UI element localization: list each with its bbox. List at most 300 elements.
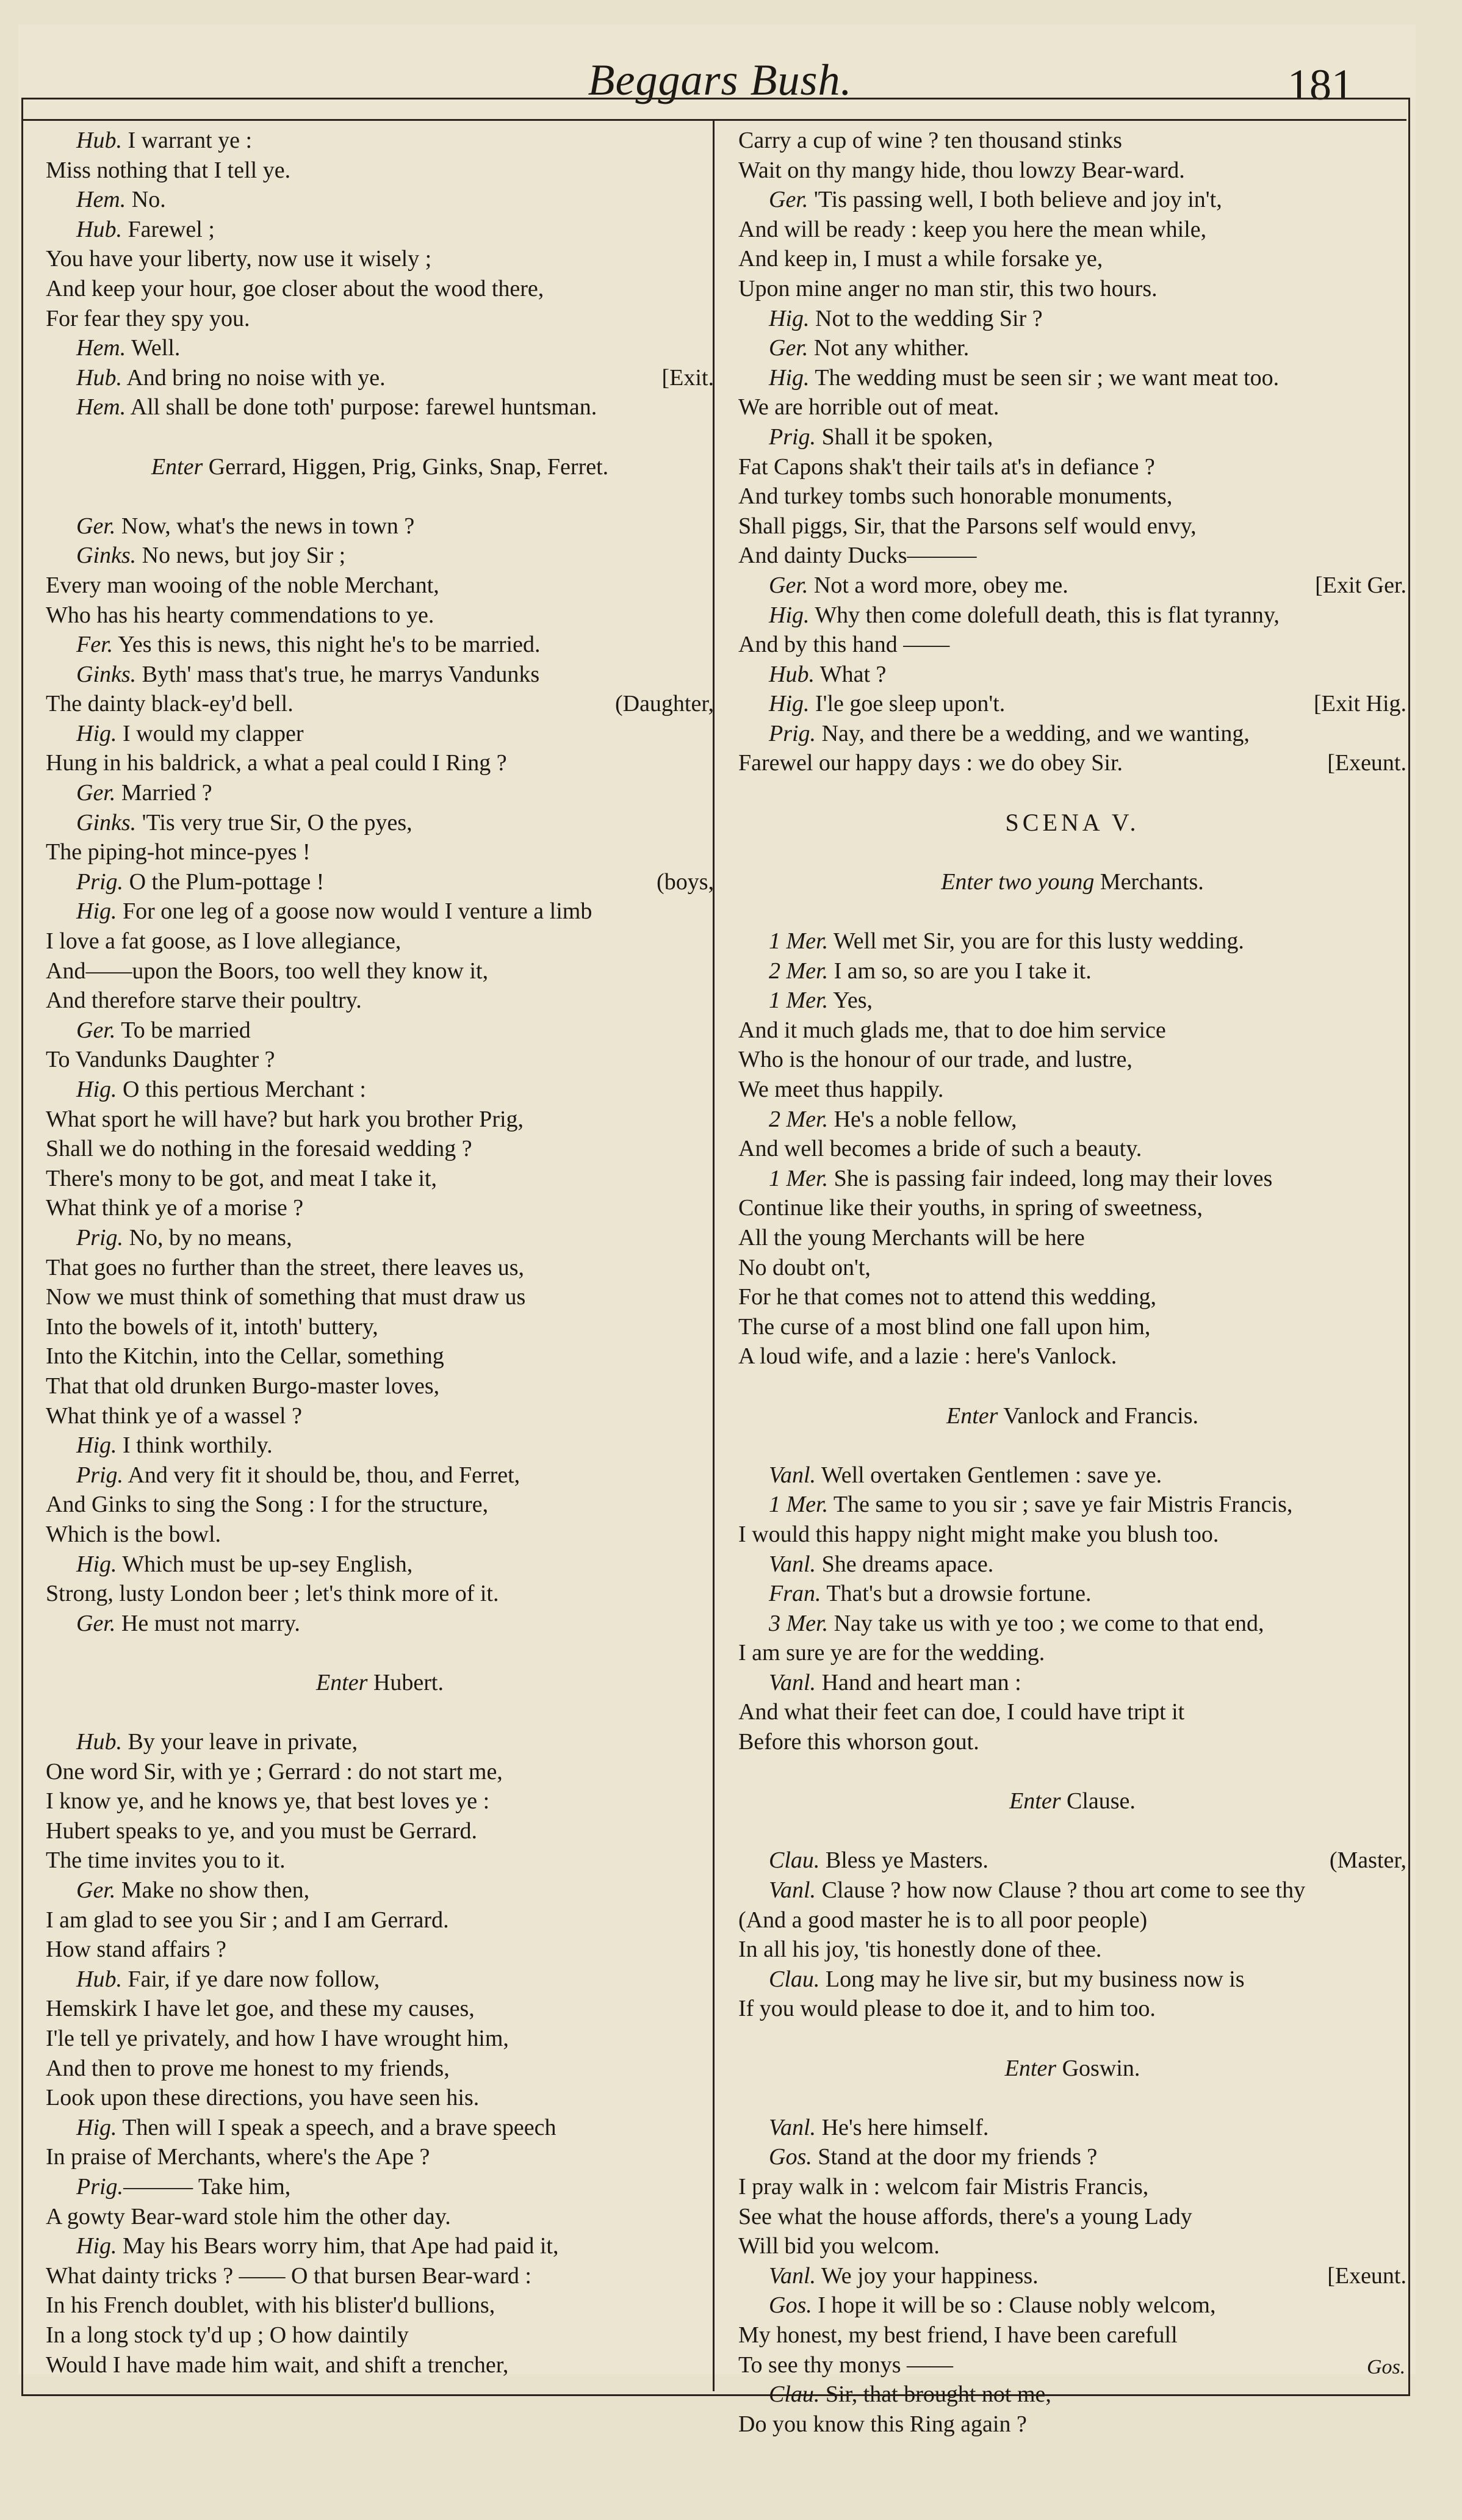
text-line	[738, 2113, 1406, 2143]
text-line	[46, 2291, 714, 2320]
text-line	[738, 304, 1406, 334]
line-text: Long may he live sir, but my business now is	[819, 1966, 1245, 1992]
text-line	[738, 2083, 1406, 2113]
text-line	[46, 1905, 714, 1935]
speaker-name: 3 Mer.	[769, 1610, 829, 1636]
line-text: Shall we do nothing in the foresaid wedding ?	[46, 1136, 472, 1162]
line-text: Fat Capons shak't their tails at's in defiance ?	[738, 453, 1155, 480]
speaker-name: Clau.	[769, 2381, 820, 2408]
line-text: Do you know this Ring again ?	[738, 2411, 1027, 2437]
line-text: Who is the honour of our trade, and lustre,	[738, 1047, 1133, 1073]
speaker-name: Hig.	[76, 720, 117, 746]
text-line	[738, 1638, 1406, 1668]
line-text: Married ?	[115, 780, 212, 806]
text-line	[46, 1371, 714, 1401]
line-text: Fair, if ye dare now follow,	[121, 1966, 380, 1992]
text-line	[46, 304, 714, 334]
stage-direction	[738, 867, 1406, 897]
text-line	[46, 2231, 714, 2261]
direction-prefix: Enter	[1009, 1788, 1061, 1814]
speaker-name: Prig.	[76, 1462, 124, 1488]
line-text: Not a word more, obey me.	[808, 572, 1068, 598]
line-text: Well.	[126, 335, 181, 361]
text-line	[46, 274, 714, 304]
text-line	[46, 2113, 714, 2143]
text-line	[46, 1016, 714, 1045]
line-text: Shall it be spoken,	[816, 424, 993, 450]
text-line	[738, 1757, 1406, 1787]
line-text: And——upon the Boors, too well they know it,	[46, 958, 489, 984]
text-line	[46, 2202, 714, 2232]
line-text: See what the house affords, there's a young Lady	[738, 2203, 1192, 2229]
text-line	[738, 1105, 1406, 1135]
text-line	[46, 1401, 714, 1431]
line-text: He must not marry.	[115, 1610, 300, 1636]
text-line	[738, 630, 1406, 660]
line-text: And by this hand ——	[738, 632, 950, 658]
speaker-name: 2 Mer.	[769, 958, 829, 984]
text-line	[738, 2142, 1406, 2172]
text-line	[46, 244, 714, 274]
text-line	[738, 1965, 1406, 1995]
page-number: 181	[1287, 60, 1353, 109]
text-line	[738, 1253, 1406, 1283]
speaker-name: Ginks.	[76, 661, 137, 687]
stage-direction	[46, 452, 714, 482]
line-text: Clause ? how now Clause ? thou art come to see thy	[816, 1877, 1306, 1904]
line-text: Vanlock and Francis.	[998, 1403, 1198, 1429]
line-text: May his Bears worry him, that Ape had paid it,	[117, 2233, 559, 2259]
line-text: And well becomes a bride of such a beauty.	[738, 1136, 1142, 1162]
text-line	[46, 1341, 714, 1371]
text-line	[738, 1460, 1406, 1490]
text-line	[46, 1994, 714, 2024]
text-line	[738, 333, 1406, 363]
right-column	[738, 126, 1406, 2439]
text-line	[46, 482, 714, 511]
speaker-name: 1 Mer.	[769, 1165, 829, 1191]
text-line	[738, 1045, 1406, 1075]
text-line	[738, 1876, 1406, 1905]
speaker-name: Hig.	[769, 305, 810, 331]
text-line	[738, 452, 1406, 482]
line-text: Into the bowels of it, intoth' buttery,	[46, 1313, 378, 1340]
speaker-name: Prig.	[76, 868, 124, 895]
line-text: 'Tis very true Sir, O the pyes,	[136, 809, 412, 836]
line-text: In praise of Merchants, where's the Ape ?	[46, 2144, 430, 2170]
line-text: Which is the bowl.	[46, 1521, 221, 1547]
line-text: Upon mine anger no man stir, this two hours.	[738, 275, 1158, 301]
line-text: What ?	[814, 661, 887, 687]
text-line	[738, 1609, 1406, 1639]
text-line	[46, 1193, 714, 1223]
line-text: All shall be done toth' purpose: farewel huntsman.	[126, 394, 597, 421]
text-line	[46, 541, 714, 571]
line-text: O this pertious Merchant :	[117, 1077, 366, 1102]
text-line	[46, 1846, 714, 1876]
text-line	[46, 1490, 714, 1520]
text-line	[46, 1935, 714, 1965]
text-line	[738, 1193, 1406, 1223]
text-line	[738, 986, 1406, 1016]
line-text: No doubt on't,	[738, 1254, 871, 1280]
speaker-name: Ger.	[76, 780, 116, 806]
line-text: That's but a drowsie fortune.	[821, 1581, 1092, 1607]
text-line	[46, 1460, 714, 1490]
line-text: In his French doublet, with his blister'd bullions,	[46, 2292, 495, 2319]
speaker-name: Gos.	[769, 2292, 812, 2319]
line-text: Hubert.	[367, 1669, 444, 1695]
text-line	[738, 1223, 1406, 1253]
speaker-name: Vanl.	[769, 2262, 816, 2289]
text-line	[46, 1045, 714, 1075]
line-text: The same to you sir ; save ye fair Mistris Francis,	[828, 1492, 1293, 1518]
line-text: And bring no noise with ye.	[121, 364, 386, 391]
line-text: Why then come dolefull death, this is flat tyranny,	[809, 602, 1280, 628]
speaker-name: Hig.	[76, 2114, 117, 2140]
text-line	[46, 1757, 714, 1787]
line-text: Farewel ;	[121, 216, 215, 242]
line-text: My honest, my best friend, I have been carefull	[738, 2322, 1178, 2348]
line-text: And keep your hour, goe closer about the wood there,	[46, 275, 544, 301]
direction-prefix: Enter	[316, 1669, 368, 1695]
line-text: SCENA V.	[1005, 808, 1140, 836]
text-line	[738, 2320, 1406, 2350]
line-text: For fear they spy you.	[46, 305, 250, 331]
line-text: And turkey tombs such honorable monuments,	[738, 483, 1173, 510]
stage-direction	[738, 1786, 1406, 1816]
speaker-name: Hem.	[76, 187, 126, 213]
line-text: I am glad to see you Sir ; and I am Gerrard.	[46, 1907, 449, 1933]
text-line	[738, 2024, 1406, 2054]
right-aligned-note: (Daughter,	[614, 691, 714, 717]
text-line	[46, 2054, 714, 2084]
text-line	[738, 215, 1406, 245]
line-text: What sport he will have? but hark you brother Prig,	[46, 1106, 524, 1132]
speaker-name: Hig.	[76, 2233, 117, 2259]
text-line	[46, 1816, 714, 1846]
line-text: I think worthily.	[117, 1432, 273, 1459]
speaker-name: Prig.	[769, 720, 816, 746]
text-line	[738, 837, 1406, 867]
line-text: She is passing fair indeed, long may their loves	[828, 1165, 1273, 1191]
speaker-name: Hem.	[76, 394, 126, 421]
line-text: Wait on thy mangy hide, thou lowzy Bear-ward.	[738, 157, 1185, 183]
book-page	[18, 24, 1416, 2437]
text-line	[46, 601, 714, 630]
text-line	[46, 1876, 714, 1905]
line-text: You have your liberty, now use it wisely ;	[46, 246, 432, 272]
line-text: And dainty Ducks———	[738, 543, 977, 569]
line-text: How stand affairs ?	[46, 1937, 226, 1963]
speaker-name: Fran.	[769, 1581, 821, 1607]
text-line	[738, 511, 1406, 541]
text-line	[738, 2380, 1406, 2410]
text-line	[46, 1965, 714, 1995]
line-text: Yes this is news, this night he's to be married.	[113, 632, 541, 658]
speaker-name: Ginks.	[76, 809, 137, 836]
text-line	[46, 897, 714, 926]
line-text: ——— Take him,	[123, 2173, 291, 2200]
text-line	[738, 897, 1406, 926]
catchword: Gos.	[1367, 2356, 1406, 2378]
line-text: And keep in, I must a while forsake ye,	[738, 246, 1103, 272]
text-line	[46, 1550, 714, 1580]
text-line	[46, 926, 714, 956]
line-text: I'le tell ye privately, and how I have wrought him,	[46, 2026, 509, 2051]
text-line	[738, 2261, 1406, 2291]
line-text: By your leave in private,	[121, 1729, 358, 1755]
text-line	[738, 1520, 1406, 1550]
speaker-name: Prig.	[76, 2173, 124, 2200]
text-line	[738, 571, 1406, 601]
direction-prefix: Enter	[1004, 2055, 1057, 2081]
speaker-name: Ger.	[76, 1017, 116, 1043]
speaker-name: Vanl.	[769, 2114, 816, 2140]
speaker-name: Hig.	[76, 1432, 117, 1459]
line-text: Bless ye Masters.	[819, 1847, 988, 1874]
text-line	[738, 2231, 1406, 2261]
line-text: No, by no means,	[123, 1224, 292, 1251]
line-text: Hung in his baldrick, a what a peal could I Ring ?	[46, 750, 507, 776]
text-line	[738, 660, 1406, 690]
line-text: For he that comes not to attend this wedding,	[738, 1284, 1156, 1310]
line-text: I love a fat goose, as I love allegiance,	[46, 928, 402, 955]
direction-prefix: Enter two young	[941, 868, 1095, 895]
line-text: And will be ready : keep you here the mean while,	[738, 216, 1207, 242]
line-text: He's a noble fellow,	[828, 1106, 1017, 1132]
text-line	[46, 2142, 714, 2172]
speaker-name: Gos.	[769, 2144, 812, 2170]
text-line	[738, 156, 1406, 186]
text-line	[738, 601, 1406, 630]
text-line	[46, 1786, 714, 1816]
text-line	[46, 2172, 714, 2202]
text-line	[738, 1668, 1406, 1698]
stage-direction	[738, 2054, 1406, 2084]
speaker-name: Ger.	[76, 1610, 116, 1636]
line-text: She dreams apace.	[816, 1551, 994, 1577]
line-text: If you would please to doe it, and to him too.	[738, 1996, 1156, 2022]
line-text: Shall piggs, Sir, that the Parsons self would envy,	[738, 513, 1197, 539]
line-text: That goes no further than the street, there leaves us,	[46, 1254, 524, 1280]
stage-direction	[46, 1668, 714, 1698]
text-line	[738, 926, 1406, 956]
text-line	[46, 392, 714, 422]
line-text: Yes,	[828, 987, 873, 1014]
line-text: Carry a cup of wine ? ten thousand stinks	[738, 128, 1122, 153]
speaker-name: Vanl.	[769, 1669, 816, 1695]
text-line	[738, 1490, 1406, 1520]
right-aligned-note: [Exeunt.	[1327, 2262, 1406, 2289]
text-line	[46, 2024, 714, 2054]
speaker-name: Hub.	[76, 1966, 122, 1992]
line-text: We meet thus happily.	[738, 1077, 944, 1102]
line-text: And Ginks to sing the Song : I for the structure,	[46, 1492, 489, 1518]
line-text: We joy your happiness.	[816, 2262, 1039, 2289]
speaker-name: Hig.	[76, 1077, 117, 1102]
text-line	[738, 748, 1406, 778]
text-line	[738, 392, 1406, 422]
text-line	[46, 1134, 714, 1164]
line-text: And therefore starve their poultry.	[46, 987, 362, 1014]
line-text: One word Sir, with ye ; Gerrard : do not start me,	[46, 1758, 503, 1785]
text-line	[738, 1994, 1406, 2024]
text-line	[738, 2350, 1406, 2380]
text-line	[46, 1638, 714, 1668]
text-line	[738, 1816, 1406, 1846]
line-text: He's here himself.	[816, 2114, 989, 2140]
text-line	[46, 2261, 714, 2291]
speaker-name: Ger.	[769, 187, 808, 213]
text-line	[46, 956, 714, 986]
text-line	[46, 1727, 714, 1757]
text-line	[46, 156, 714, 186]
text-line	[738, 2172, 1406, 2202]
line-text: A gowty Bear-ward stole him the other day.	[46, 2203, 451, 2229]
text-line	[738, 126, 1406, 156]
text-line	[738, 274, 1406, 304]
text-line	[46, 778, 714, 808]
right-aligned-note: [Exit Hig.	[1314, 691, 1406, 717]
line-text: No.	[126, 187, 166, 213]
line-text: I would this happy night might make you blush too.	[738, 1521, 1219, 1547]
line-text: That that old drunken Burgo-master loves,	[46, 1373, 440, 1399]
line-text: Clause.	[1060, 1788, 1136, 1814]
line-text: And it much glads me, that to doe him service	[738, 1017, 1166, 1043]
right-aligned-note: [Exit.	[661, 364, 714, 391]
line-text: I'le goe sleep upon't.	[809, 691, 1006, 717]
line-text: In a long stock ty'd up ; O how daintily	[46, 2322, 409, 2348]
right-aligned-note: [Exeunt.	[1327, 750, 1406, 776]
line-text: Make no show then,	[115, 1877, 310, 1904]
text-line	[738, 778, 1406, 808]
speaker-name: Hig.	[76, 1551, 117, 1577]
line-text: For one leg of a goose now would I venture a limb	[117, 898, 592, 925]
speaker-name: 1 Mer.	[769, 928, 829, 955]
line-text: Well met Sir, you are for this lusty wedding.	[828, 928, 1244, 955]
text-line	[738, 1371, 1406, 1401]
text-line	[46, 1697, 714, 1727]
line-text: Nay take us with ye too ; we come to that end,	[828, 1610, 1264, 1636]
text-line	[738, 482, 1406, 511]
text-line	[46, 1609, 714, 1639]
line-text: I pray walk in : welcom fair Mistris Francis,	[738, 2173, 1149, 2200]
text-line	[738, 185, 1406, 215]
scene-heading	[738, 808, 1406, 838]
text-line	[46, 422, 714, 452]
speaker-name: Hub.	[76, 216, 122, 242]
text-line	[46, 867, 714, 897]
speaker-name: Prig.	[769, 424, 816, 450]
speaker-name: Vanl.	[769, 1877, 816, 1904]
text-line	[738, 1075, 1406, 1105]
speaker-name: Ger.	[769, 335, 808, 361]
speaker-name: Hig.	[769, 691, 810, 717]
text-line	[738, 1341, 1406, 1371]
direction-prefix: Enter	[151, 453, 203, 480]
text-line	[46, 837, 714, 867]
speaker-name: Hig.	[769, 364, 810, 391]
line-text: All the young Merchants will be here	[738, 1224, 1085, 1251]
text-line	[46, 1579, 714, 1609]
text-line	[738, 1846, 1406, 1876]
text-line	[738, 1282, 1406, 1312]
text-line	[46, 185, 714, 215]
speaker-name: Hub.	[76, 364, 122, 391]
speaker-name: 1 Mer.	[769, 1492, 829, 1518]
line-text: O the Plum-pottage !	[123, 868, 325, 895]
text-line	[46, 748, 714, 778]
line-text: Hand and heart man :	[816, 1669, 1021, 1695]
line-text: 'Tis passing well, I both believe and joy in't,	[808, 187, 1222, 213]
line-text: A loud wife, and a lazie : here's Vanlock.	[738, 1343, 1117, 1370]
line-text: Merchants.	[1094, 868, 1204, 895]
text-line	[738, 1905, 1406, 1935]
line-text: Byth' mass that's true, he marrys Vandunks	[136, 661, 540, 687]
text-line	[738, 1134, 1406, 1164]
text-line	[738, 956, 1406, 986]
text-line	[46, 719, 714, 749]
line-text: Into the Kitchin, into the Cellar, something	[46, 1343, 444, 1370]
line-text: Continue like their youths, in spring of sweetness,	[738, 1195, 1203, 1221]
line-text: We are horrible out of meat.	[738, 394, 999, 421]
text-line	[46, 808, 714, 838]
text-line	[46, 1164, 714, 1194]
speaker-name: Clau.	[769, 1966, 820, 1992]
line-text: Well overtaken Gentlemen : save ye.	[816, 1462, 1162, 1488]
speaker-name: Ger.	[76, 1877, 116, 1904]
line-text: I warrant ye :	[121, 128, 253, 153]
line-text: What think ye of a wassel ?	[46, 1403, 302, 1429]
text-line	[46, 1253, 714, 1283]
line-text: I am sure ye are for the wedding.	[738, 1640, 1045, 1666]
direction-prefix: Enter	[946, 1403, 998, 1429]
text-line	[738, 422, 1406, 452]
text-line	[738, 2410, 1406, 2439]
speaker-name: Prig.	[76, 1224, 124, 1251]
text-line	[738, 689, 1406, 719]
stage-direction	[738, 1401, 1406, 1431]
line-text: And then to prove me honest to my friends,	[46, 2055, 450, 2081]
text-line	[46, 1223, 714, 1253]
speaker-name: 2 Mer.	[769, 1106, 829, 1132]
line-text: I know ye, and he knows ye, that best loves ye :	[46, 1788, 490, 1814]
left-column	[46, 126, 714, 2380]
line-text: Hubert speaks to ye, and you must be Gerrard.	[46, 1818, 478, 1844]
text-line	[46, 630, 714, 660]
line-text: Not to the wedding Sir ?	[809, 305, 1043, 331]
running-title: Beggars Bush.	[588, 56, 852, 104]
line-text: Now we must think of something that must draw us	[46, 1284, 526, 1310]
line-text: Who has his hearty commendations to ye.	[46, 602, 434, 628]
text-line	[46, 1105, 714, 1135]
line-text: Look upon these directions, you have seen his.	[46, 2085, 480, 2111]
line-text: And what their feet can doe, I could have tript it	[738, 1699, 1185, 1725]
line-text: Before this whorson gout.	[738, 1729, 979, 1755]
line-text: Then will I speak a speech, and a brave speech	[117, 2114, 556, 2140]
text-line	[46, 571, 714, 601]
line-text: In all his joy, 'tis honestly done of thee.	[738, 1937, 1102, 1963]
line-text: The wedding must be seen sir ; we want meat too.	[809, 364, 1280, 391]
speaker-name: Ginks.	[76, 543, 137, 569]
text-line	[738, 1550, 1406, 1580]
text-line	[46, 2320, 714, 2350]
text-line	[738, 1697, 1406, 1727]
line-text: I am so, so are you I take it.	[828, 958, 1092, 984]
right-aligned-note: [Exit Ger.	[1315, 572, 1406, 598]
speaker-name: Hem.	[76, 335, 126, 361]
